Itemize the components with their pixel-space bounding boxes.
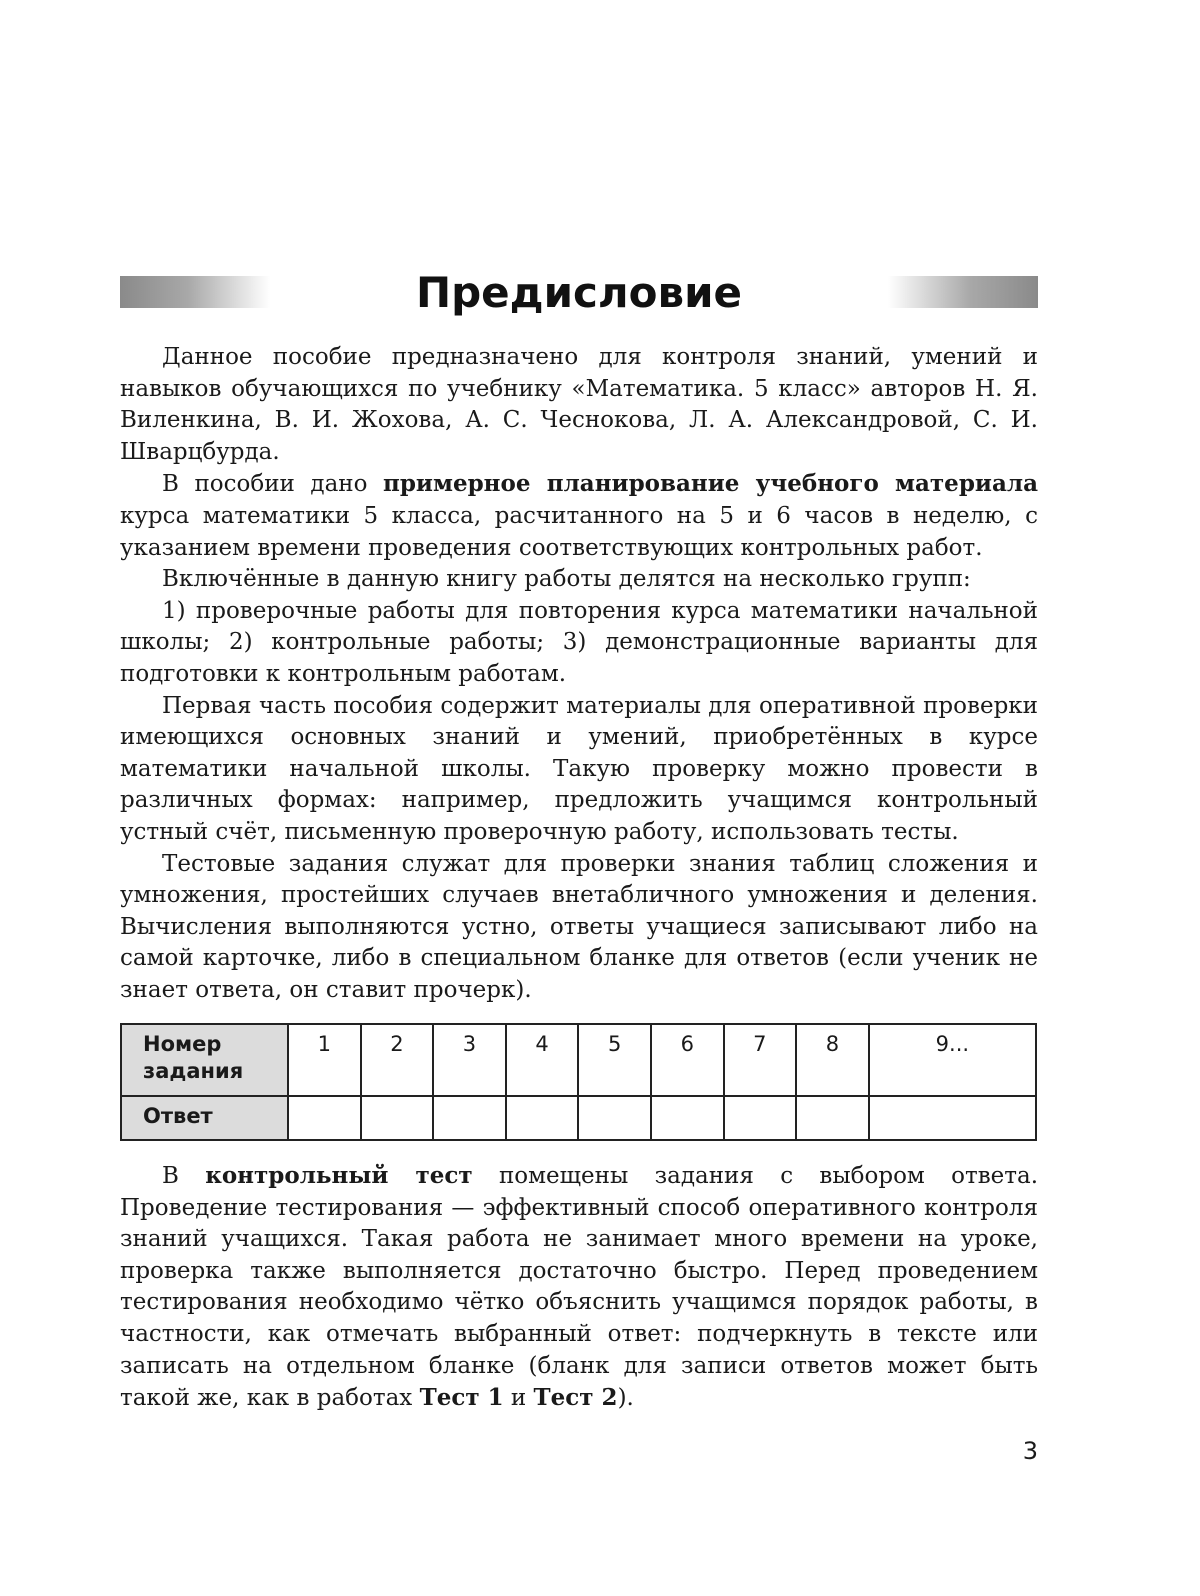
- closing-start: В: [162, 1163, 206, 1189]
- table-header-answer: Ответ: [121, 1096, 288, 1140]
- table-cell-number: 5: [578, 1024, 651, 1096]
- closing-end: ).: [617, 1385, 634, 1412]
- table-cell-answer: [506, 1096, 579, 1140]
- closing-bold-test-2: Тест 2: [533, 1384, 618, 1412]
- closing-and: и: [503, 1385, 534, 1412]
- table-row-task-numbers: [121, 1024, 1036, 1096]
- answer-sheet-table: [120, 1023, 1037, 1141]
- table-cell-answer: [869, 1096, 1036, 1140]
- paragraph-planning-end: курса математики 5 класса, расчитанного на 5 и 6 часов в неделю, с указанием времени проведения соответствующих контрольных работ.: [120, 502, 1038, 561]
- paragraph-test-tasks: Тестовые задания служат для проверки знания таблиц сложения и умножения, простейших случаев внетабличного умножения и деления. Вычисления выполняются устно, ответы учащиеся записывают либо на самой карточке, либо в специальном бланке для ответов (если ученик не знает ответа, он ставит прочерк).: [120, 850, 1038, 1003]
- table-cell-answer: [651, 1096, 724, 1140]
- table-header-task-number: Номер задания: [121, 1024, 288, 1096]
- closing-bold-test-1: Тест 1: [419, 1384, 504, 1412]
- page-title: Предисловие: [415, 268, 743, 317]
- table-cell-answer: [724, 1096, 797, 1140]
- table-cell-answer: [796, 1096, 869, 1140]
- paragraph-planning: [120, 468, 1038, 564]
- paragraph-groups: Включённые в данную книгу работы делятся на несколько групп:: [162, 566, 971, 593]
- table-cell-number: 4: [506, 1024, 579, 1096]
- decorative-gradient-bar-right: [888, 276, 1038, 308]
- table-cell-number: 7: [724, 1024, 797, 1096]
- table-cell-number: 6: [651, 1024, 724, 1096]
- table-cell-number: 2: [361, 1024, 434, 1096]
- table-cell-number: 1: [288, 1024, 361, 1096]
- closing-text: [120, 1160, 1038, 1415]
- table-cell-answer: [578, 1096, 651, 1140]
- table-cell-answer: [433, 1096, 506, 1140]
- table-cell-number: 9...: [869, 1024, 1036, 1096]
- paragraph-groups-list: 1) проверочные работы для повторения курса математики начальной школы; 2) контрольные работы; 3) демонстрационные варианты для подготовки к контрольным работам.: [120, 597, 1038, 687]
- paragraph-first-part: Первая часть пособия содержит материалы для оперативной проверки имеющихся основных знаний и умений, приобретённых в курсе математики начальной школы. Такую проверку можно провести в различных формах: например, предложить учащимся контрольный устный счёт, письменную проверочную работу, использовать тесты.: [120, 692, 1038, 845]
- table-cell-answer: [288, 1096, 361, 1140]
- closing-middle: помещены задания с выбором ответа. Проведение тестирования — эффективный способ оперативного контроля знаний учащихся. Такая работа не занимает много времени на уроке, проверка также выполняется достаточно быстро. Перед проведением тестирования необходимо чётко объяснить учащимся порядок работы, в частности, как отмечать выбранный ответ: подчеркнуть в тексте или записать на отдельном бланке (бланк для записи ответов может быть такой же, как в работах: [120, 1163, 1039, 1412]
- table-cell-answer: [361, 1096, 434, 1140]
- intro-text: [120, 342, 1038, 1006]
- table-cell-number: 8: [796, 1024, 869, 1096]
- paragraph-purpose: Данное пособие предназначено для контроля знаний, умений и навыков обучающихся по учебнику «Математика. 5 класс» авторов Н. Я. Виленкина, В. И. Жохова, А. С. Чеснокова, Л. А. Александровой, С. И. Шварцбурда.: [120, 344, 1038, 465]
- paragraph-planning-bold: примерное планирование учебного материала: [383, 470, 1038, 498]
- table-cell-number: 3: [433, 1024, 506, 1096]
- heading-row: [120, 266, 1038, 322]
- closing-bold-control-test: контрольный тест: [205, 1162, 473, 1189]
- page-number: 3: [1022, 1437, 1038, 1465]
- paragraph-control-test: [120, 1160, 1038, 1415]
- table-row-answers: [121, 1096, 1036, 1140]
- paragraph-planning-start: В пособии дано: [162, 471, 384, 498]
